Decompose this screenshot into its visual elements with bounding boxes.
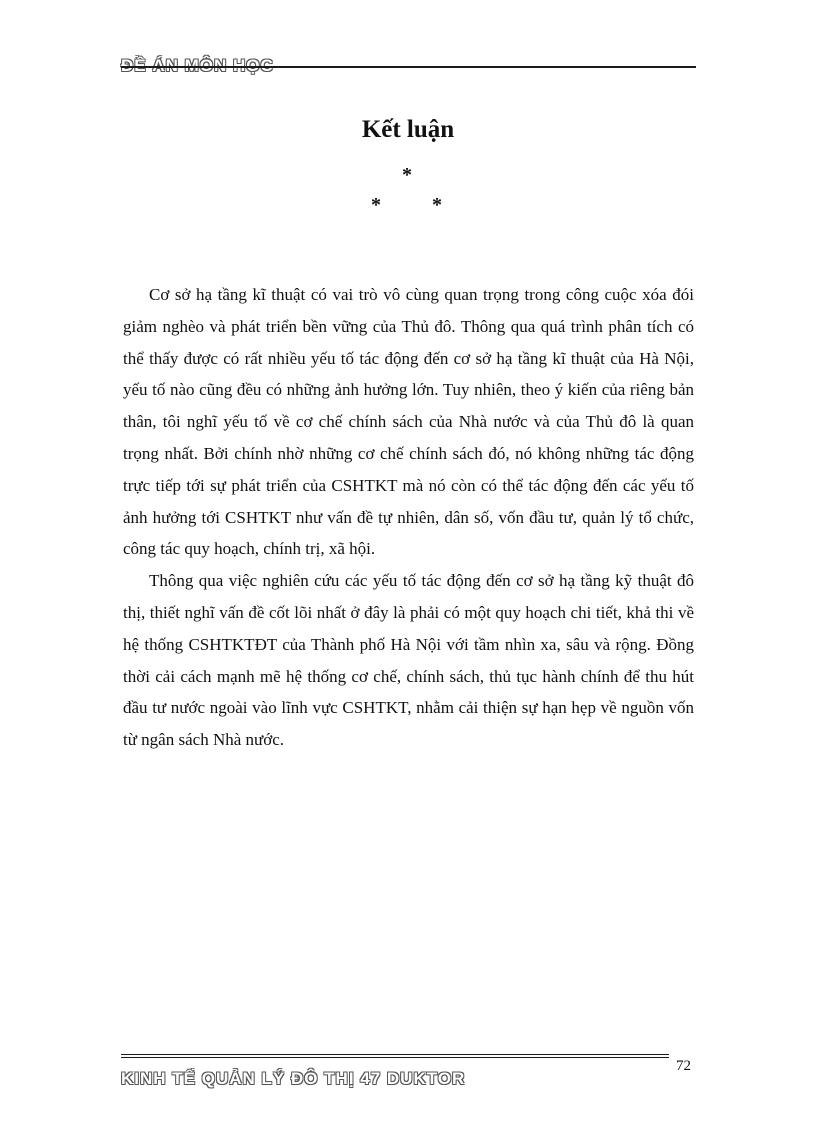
paragraph-1: Cơ sở hạ tầng kĩ thuật có vai trò vô cùng quan trọng trong công cuộc xóa đói giảm nghèo và phát triển bền vững của Thủ đô. Thông qua quá trình phân tích có thể thấy được có rất nhiều yếu tố tác động đến cơ sở hạ tầng kĩ thuật của Hà Nội, yếu tố nào cũng đều có những ảnh hưởng lớn. Tuy nhiên, theo ý kiến của riêng bản thân, tôi nghĩ yếu tố về cơ chế chính sách của Nhà nước và của Thủ đô là quan trọng nhất. Bởi chính nhờ những cơ chế chính sách đó, nó không những tác động trực tiếp tới sự phát triển của CSHTKT mà nó còn có thể tác động đến các yếu tố ảnh hưởng tới CSHTKT như vấn đề tự nhiên, dân số, vốn đầu tư, quản lý tổ chức, công tác quy hoạch, chính trị, xã hội. <box>123 285 694 559</box>
footer-divider-top <box>121 1054 669 1055</box>
body-text <box>123 279 694 756</box>
header-divider <box>121 66 696 68</box>
paragraph-2: Thông qua việc nghiên cứu các yếu tố tác động đến cơ sở hạ tầng kỹ thuật đô thị, thiết nghĩ vấn đề cốt lõi nhất ở đây là phải có một quy hoạch chi tiết, khả thi về hệ thống CSHTKTĐT của Thành phố Hà Nội với tầm nhìn xa, sâu và rộng. Đồng thời cải cách mạnh mẽ hệ thống cơ chế, chính sách, thủ tục hành chính để thu hút đầu tư nước ngoài vào lĩnh vực CSHTKT, nhằm cải thiện sự hạn hẹp về nguồn vốn từ ngân sách Nhà nước. <box>123 571 694 750</box>
page-number: 72 <box>676 1058 691 1074</box>
footer-divider-bottom <box>121 1057 669 1058</box>
running-header <box>121 52 274 66</box>
running-footer: KINH TẾ QUẢN LÝ ĐÔ THỊ 47 DUKTOR <box>121 1069 466 1088</box>
ornament-star-right: * <box>432 194 442 216</box>
ornament-star-top: * <box>402 164 412 186</box>
page-title: Kết luận <box>361 115 455 143</box>
ornament-star-left: * <box>371 194 381 216</box>
